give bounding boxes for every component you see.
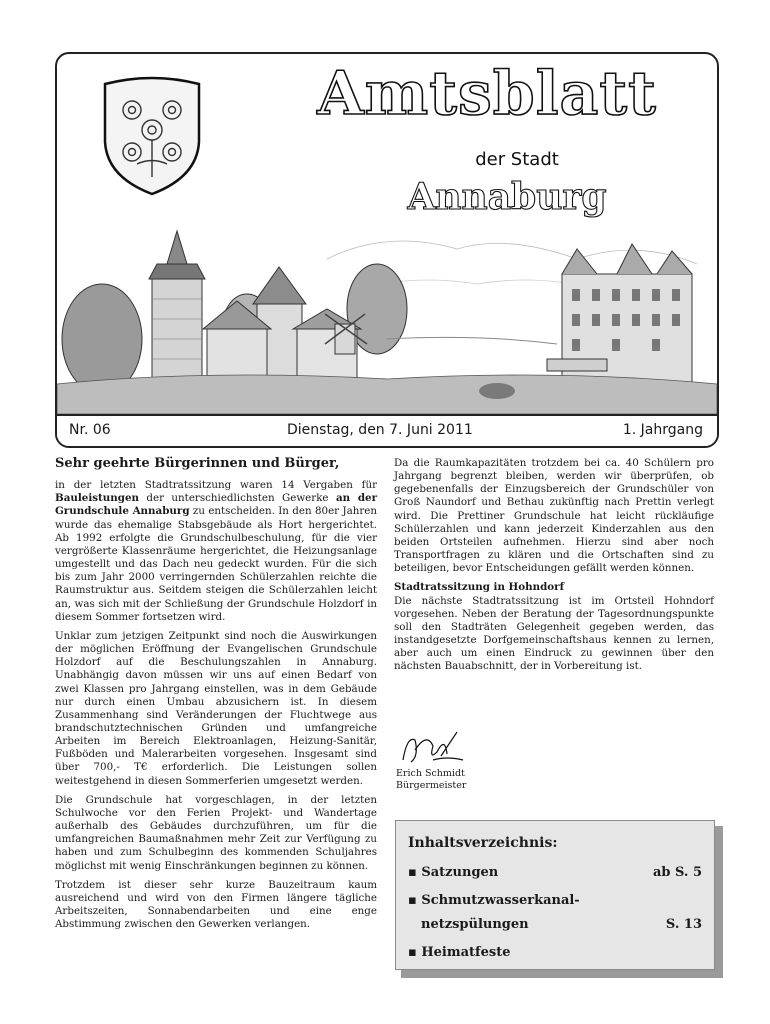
- section-heading: Stadtratssitzung in Hohndorf: [394, 581, 565, 594]
- text-run: in der letzten Stadtratssitzung waren 14 Vergaben für: [55, 479, 377, 492]
- greeting: Sehr geehrte Bürgerinnen und Bürger,: [55, 456, 340, 471]
- signer: [396, 768, 466, 792]
- text-run-bold: Bauleistungen: [55, 492, 139, 505]
- article-left-column: [55, 457, 377, 937]
- table-of-contents: [395, 820, 715, 970]
- toc-item-label: Heimatfeste: [421, 945, 511, 960]
- text-run: der unterschiedlichsten Gewerke: [139, 492, 336, 505]
- issue-info-bar: [57, 414, 717, 446]
- toc-item-page: ab S. 5: [652, 865, 702, 880]
- paragraph: Da die Raumkapazitäten trotzdem bei ca. 40 Schülern pro Jahrgang begrenzt bleiben, werden wir überprüfen, ob gegebenenfalls der Einzugsbereich der Grundschüler von Groß Naundorf und Bethau zukünftig nach Prettin verlegt wird. Die Prettiner Grundschule hat leicht rückläufige Schülerzahlen und kann jederzeit Kinderzahlen aus den beiden Ortsteilen aufnehmen. Hierzu sind aber noch Transportfragen zu klären und die Ortschaften sind zu beteiligen, bevor Entscheidungen gefällt werden können.: [394, 457, 714, 575]
- masthead-subtitle: der Stadt: [475, 149, 559, 170]
- toc-item-label: Satzungen: [421, 865, 499, 880]
- toc-item-label: Schmutzwasserkanal-: [421, 893, 580, 908]
- paragraph: [55, 479, 377, 624]
- town-illustration: [57, 219, 717, 414]
- masthead-city: Annaburg: [407, 176, 607, 218]
- paragraph: Die nächste Stadtratssitzung ist im Ortsteil Hohndorf vorgesehen. Neben der Beratung der Tagesordnungspunkte soll den Stadträten Gelegenheit gegeben werden, das instandgesetzte Dorfgemeinschaftshaus kennen zu lernen, aber auch um einen Eindruck zu gewinnen über den nächsten Bauabschnitt, der in Vorbereitung ist.: [394, 594, 714, 673]
- paragraph: Unklar zum jetzigen Zeitpunkt sind noch die Auswirkungen der möglichen Eröffnung der Evangelischen Grundschule Holzdorf auf die Beschulungszahlen in Annaburg. Unabhängig davon müssen wir uns auf einen Bedarf von zwei Klassen pro Jahrgang einstellen, was in dem Gebäude nur durch einen Umbau abzusichern ist. In diesem Zusammenhang sind Veränderungen der Fluchtwege aus brandschutztechnischen Gründen und umfangreiche Arbeiten im Bereich Elektroanlagen, Heizung-Sanitär, Fußböden und Malerarbeiten vorgesehen. Insgesamt sind über 700,- T€ erforderlich. Die Leistungen sollen weitestgehend in diesen Sommerferien umgesetzt werden.: [55, 629, 377, 787]
- issue-year: 1. Jahrgang: [622, 422, 703, 438]
- coat-of-arms: [97, 72, 207, 197]
- toc-item[interactable]: ▪ Schmutzwasserkanal-: [408, 893, 580, 908]
- issue-number: Nr. 06: [69, 422, 111, 438]
- toc-item[interactable]: ▪ Satzungen ab S. 5: [408, 865, 702, 880]
- toc-item-page: S. 13: [665, 917, 702, 932]
- issue-date: Dienstag, den 7. Juni 2011: [287, 422, 473, 438]
- masthead: [55, 52, 719, 448]
- signer-name: Erich Schmidt: [396, 768, 465, 779]
- paragraph: Die Grundschule hat vorgeschlagen, in der letzten Schulwoche vor den Ferien Projekt- und Wandertage außerhalb des Gebäudes durchzuführen, um für die umfangreichen Baumaßnahmen mehr Zeit zur Verfügung zu haben und zum Schulbeginn des kommenden Schuljahres möglichst mit wenig Einschränkungen beginnen zu können.: [55, 793, 377, 872]
- toc-item-continued[interactable]: [408, 917, 702, 932]
- signer-role: Bürgermeister: [396, 780, 467, 791]
- toc-item-label: netzspülungen: [421, 917, 529, 932]
- article-right-column: [394, 457, 714, 680]
- masthead-title: Amtsblatt: [317, 59, 657, 129]
- toc-item[interactable]: ▪ Heimatfeste: [408, 945, 511, 960]
- toc-title: Inhaltsverzeichnis:: [408, 835, 558, 851]
- paragraph: Trotzdem ist dieser sehr kurze Bauzeitraum kaum ausreichend und wird von den Firmen längere tägliche Arbeitszeiten, Sonnabendarbeiten und eine enge Abstimmung zwischen den Gewerken verlangen.: [55, 878, 377, 931]
- signature: [397, 726, 467, 770]
- text-run: zu entscheiden. In den 80er Jahren wurde das ehemalige Stabsgebäude als Hort hergerichtet. Ab 1992 erfolgte die Grundschulbeschulung, für die vier vergrößerte Klassenräume hergerichtet, die Heizungsanlage umgestellt und das Dach neu gedeckt wurden. Für die sich bis zum Jahr 2000 verringernden Schülerzahlen reichte die Raumstruktur aus. Seitdem steigen die Schülerzahlen leicht an, was sich mit der Schließung der Grundschule Holzdorf in diesem Sommer fortsetzen wird.: [55, 505, 377, 623]
- text-run-bold: an der Grundschule Annaburg: [55, 492, 377, 518]
